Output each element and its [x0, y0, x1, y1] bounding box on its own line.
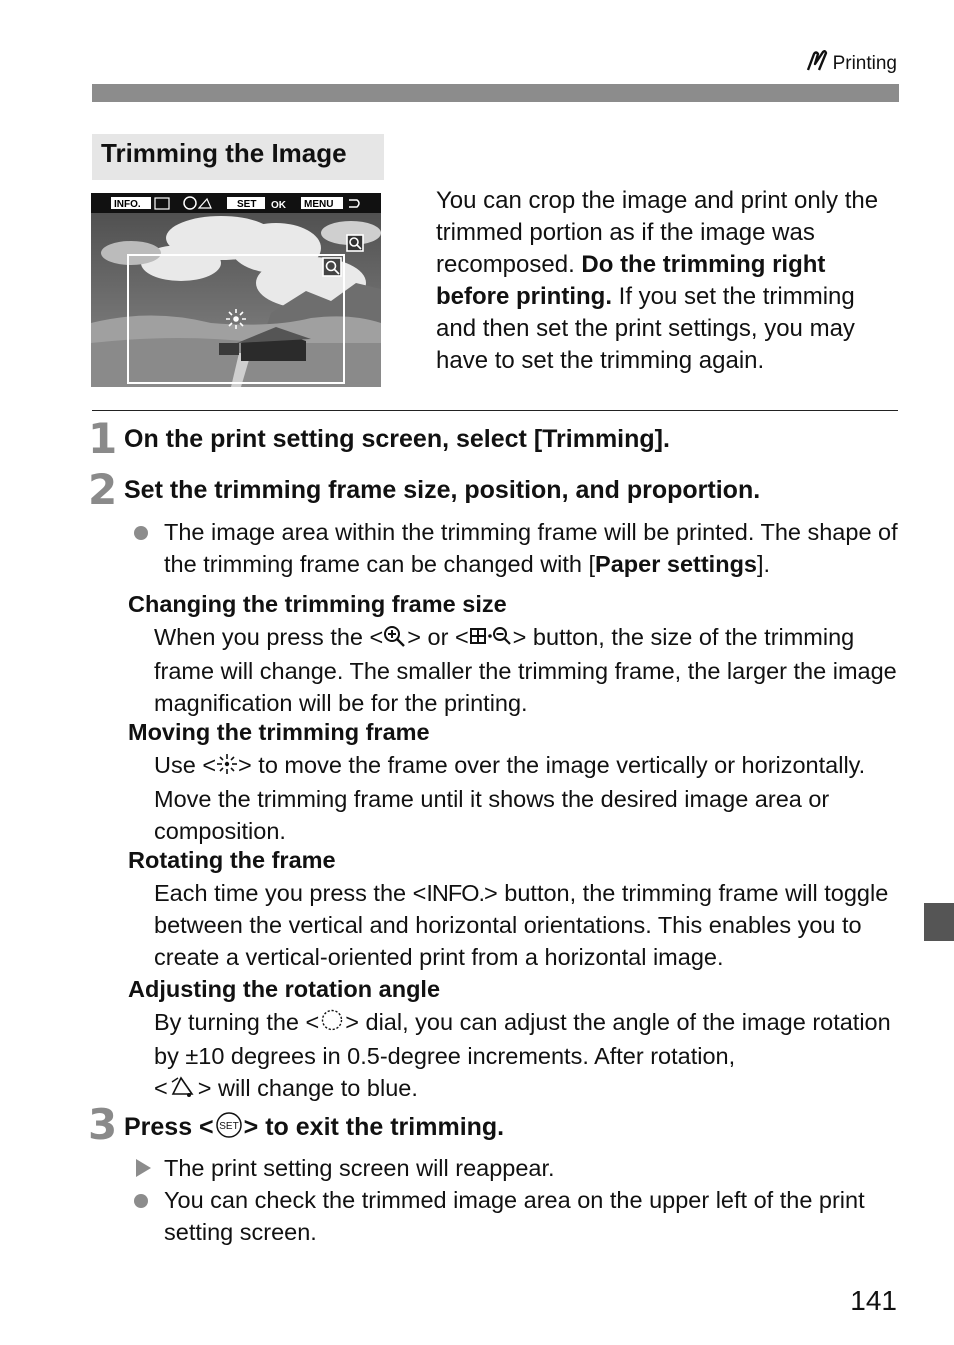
sub-rotating-frame-text	[154, 877, 899, 973]
step-3-bullet: You can check the trimmed image area on the upper left of the print setting screen.	[164, 1187, 865, 1245]
sub2-a: Use <	[154, 752, 217, 778]
index-reduce-icon	[469, 623, 513, 655]
step-2-bullet	[164, 516, 899, 580]
sub-rotation-angle-text	[154, 1006, 899, 1106]
sub1-c: > button, the size of the trimming frame will change. The smaller the trimming frame, the larger the image magnification will be for the printing.	[154, 624, 897, 716]
header-bar	[92, 84, 899, 102]
subheading-frame-size: Changing the trimming frame size	[128, 591, 507, 617]
multi-controller-icon	[216, 751, 238, 783]
screen-set-label: SET	[237, 199, 257, 210]
sub3-a: Each time you press the <	[154, 880, 427, 906]
bullet-dot-icon	[134, 526, 148, 540]
sub4-a: By turning the <	[154, 1009, 320, 1035]
section-title: Trimming the Image	[101, 138, 347, 168]
bullet-dot-icon	[134, 1194, 148, 1208]
step-1-text: On the print setting screen, select [Trimming].	[124, 425, 670, 453]
step-3-number: 3	[88, 1100, 118, 1149]
step-2-text: Set the trimming frame size, position, and proportion.	[124, 476, 761, 504]
result-arrow-icon	[136, 1159, 151, 1177]
subheading-moving-frame: Moving the trimming frame	[128, 719, 430, 745]
chapter-tab	[924, 903, 954, 941]
svg-text:SET: SET	[218, 1121, 239, 1132]
step-2-number: 2	[88, 465, 118, 514]
step-1-number: 1	[88, 414, 118, 463]
sub3-b: > button, the trimming frame will toggle between the vertical and horizontal orientations. This enables you to create a vertical-oriented print from a horizontal image.	[154, 880, 889, 970]
step-2-bullet-end: ].	[757, 551, 771, 577]
intro-bold: Do the trimming right before printing.	[436, 251, 826, 310]
running-header	[805, 50, 897, 78]
sub-frame-size-text	[154, 621, 899, 719]
subheading-rotating-frame: Rotating the frame	[128, 847, 336, 873]
page-number: 141	[850, 1285, 897, 1316]
sub2-b: > to move the frame over the image vertically or horizontally. Move the trimming frame until it shows the desired image area or composition.	[154, 752, 866, 844]
set-button-icon	[214, 1111, 244, 1146]
subheading-rotation-angle: Adjusting the rotation angle	[128, 976, 441, 1002]
magnify-icon	[383, 623, 407, 655]
intro-text-1: You can crop the image and print only the trimmed portion as if the image was recomposed.	[436, 187, 879, 278]
sub4-d: > will change to blue.	[197, 1074, 418, 1101]
printer-icon	[805, 50, 829, 78]
rotation-icon	[168, 1074, 198, 1106]
trimming-screen-image	[91, 193, 381, 387]
sub-moving-frame-text	[154, 749, 899, 847]
screen-ok-label: OK	[271, 200, 286, 211]
step-2-bullet-text: The image area within the trimming frame will be printed. The shape of the trimming frame can be changed with [	[164, 519, 898, 577]
screen-menu-label: MENU	[304, 199, 334, 210]
step-3-text-pre: Press <	[124, 1113, 214, 1142]
section-label: Printing	[832, 53, 897, 74]
info-button-label: INFO.	[426, 880, 485, 906]
sub4-c: <	[154, 1074, 168, 1101]
step-3-text	[124, 1111, 504, 1146]
step-3-text-post: > to exit the trimming.	[243, 1113, 505, 1142]
intro-text-2: If you set the trimming and then set the print settings, you may have to set the trimming again.	[436, 283, 855, 374]
paper-settings-label: Paper settings	[595, 551, 757, 577]
step-3-result: The print setting screen will reappear.	[164, 1155, 555, 1181]
intro-paragraph	[436, 185, 896, 377]
sub1-b: > or <	[407, 624, 469, 650]
sub1-a: When you press the <	[154, 624, 384, 650]
main-dial-icon	[319, 1008, 345, 1040]
divider	[92, 410, 898, 411]
sub4-b: > dial, you can adjust the angle of the image rotation by ±10 degrees in 0.5-degree increments. After rotation,	[154, 1009, 891, 1069]
screen-info-label: INFO.	[114, 199, 141, 210]
